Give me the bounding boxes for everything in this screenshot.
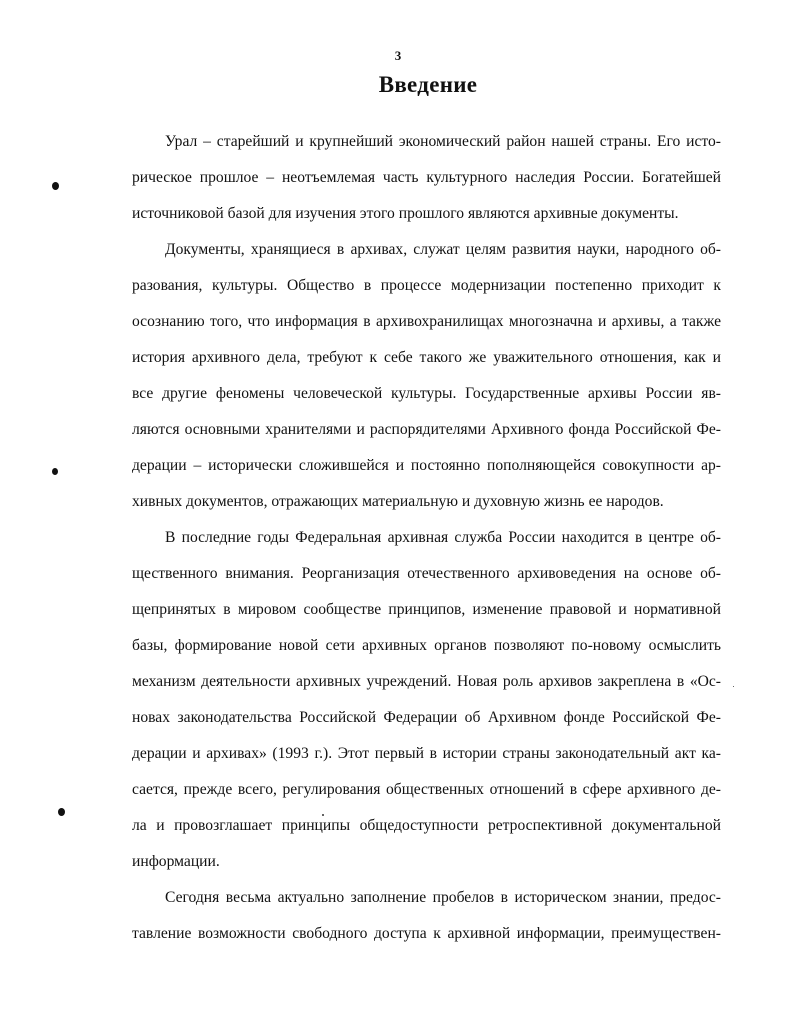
text-line: разования, культуры. Общество в процессе модернизации постепенно приходит к [132,277,721,294]
text-line: сается, прежде всего, регулирования общественных отношений в сфере архивного де- [132,781,721,798]
text-line: Урал – старейший и крупнейший экономический район нашей страны. Его исто- [165,133,721,150]
text-line: дерации и архивах» (1993 г.). Этот первый в истории страны законодательный акт ка- [132,745,721,762]
text-line: новах законодательства Российской Федерации об Архивном фонде Российской Фе- [132,709,721,726]
text-line: информации. [132,853,220,870]
binder-hole-mark [52,468,58,475]
text-line: механизм деятельности архивных учреждений. Новая роль архивов закреплена в «Ос- [132,673,721,690]
text-line: Сегодня весьма актуально заполнение пробелов в историческом знании, предос- [165,889,721,906]
text-line: хивных документов, отражающих материальную и духовную жизнь ее народов. [132,493,664,510]
scan-speck [733,686,734,687]
text-line: дерации – исторически сложившейся и постоянно пополняющейся совокупности ар- [132,457,721,474]
text-line: щественного внимания. Реорганизация отечественного архивоведения на основе об- [132,565,721,582]
binder-hole-mark [58,808,65,816]
text-line: осознанию того, что информация в архивохранилищах многозначна и архивы, а также [132,313,721,330]
text-line: щепринятых в мировом сообществе принципов, изменение правовой и нормативной [132,601,721,618]
text-line: все другие феномены человеческой культуры. Государственные архивы России яв- [132,385,721,402]
text-line: ляются основными хранителями и распорядителями Архивного фонда Российской Фе- [132,421,721,438]
text-line: базы, формирование новой сети архивных органов позволяют по-новому осмыслить [132,637,721,654]
binder-hole-mark [52,182,59,190]
text-line: В последние годы Федеральная архивная служба России находится в центре об- [165,529,721,546]
text-line: источниковой базой для изучения этого прошлого являются архивные документы. [132,205,679,222]
page-title: Введение [378,72,478,97]
text-line: тавление возможности свободного доступа к архивной информации, преимуществен- [132,925,721,942]
text-line: ла и провозглашает принципы общедоступности ретроспективной документальной [132,817,721,834]
text-line: Документы, хранящиеся в архивах, служат целям развития науки, народного об- [165,241,721,258]
text-line: история архивного дела, требуют к себе такого же уважительного отношения, как и [132,349,721,366]
page-number: 3 [394,48,402,63]
text-line: рическое прошлое – неотъемлемая часть культурного наследия России. Богатейшей [132,169,721,186]
